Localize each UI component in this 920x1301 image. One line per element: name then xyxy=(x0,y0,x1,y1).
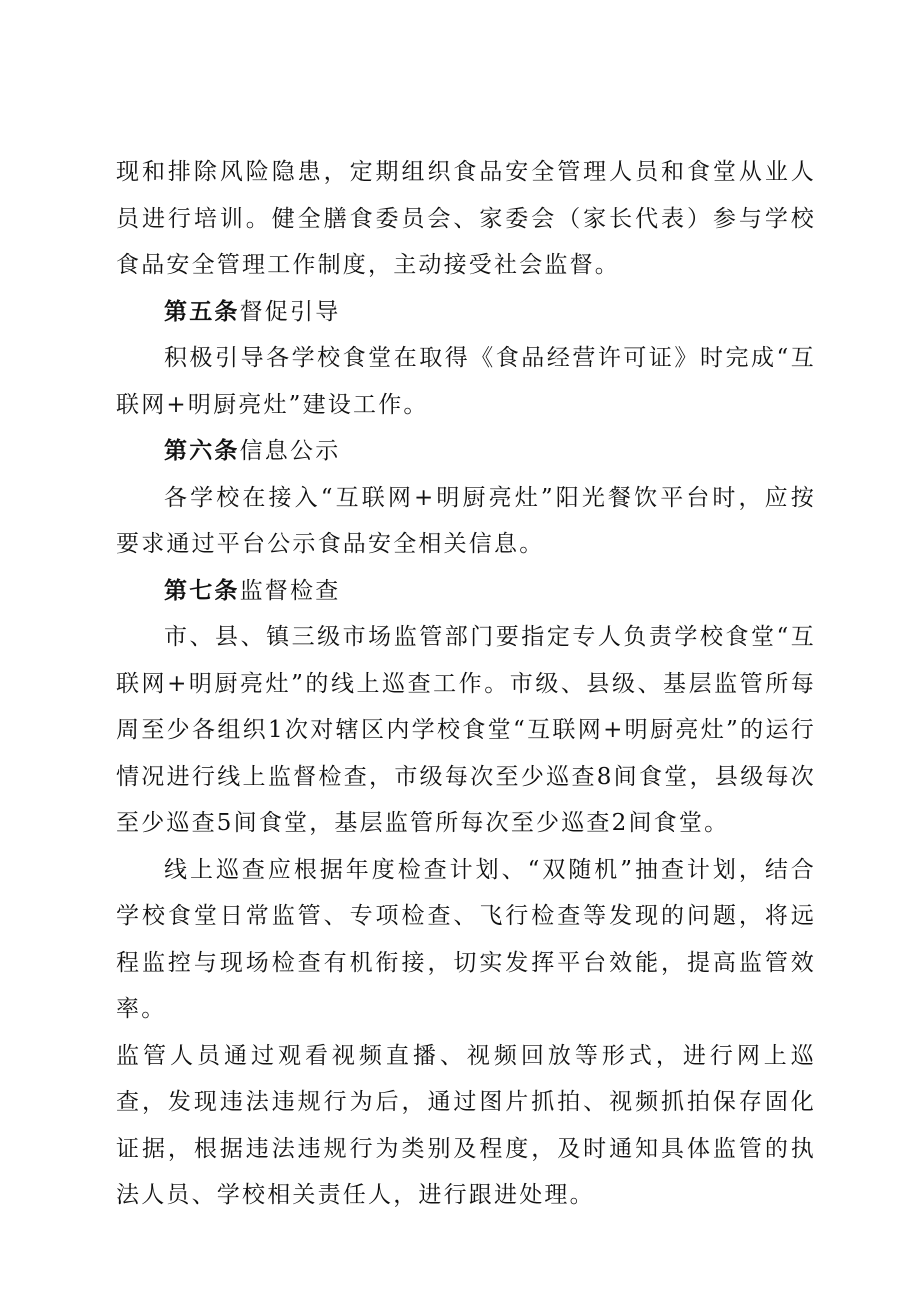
article-6-body: 各学校在接入“互联网+明厨亮灶”阳光餐饮平台时，应按要求通过平台公示食品安全相关信息。 xyxy=(116,484,816,557)
document-page xyxy=(116,149,816,1219)
article-7-body-1: 市、县、镇三级市场监管部门要指定专人负责学校食堂“互联网+明厨亮灶”的线上巡查工作。市级、县级、基层监管所每周至少各组织1次对辖区内学校食堂“互联网+明厨亮灶”的运行情况进行线上监督检查，市级每次至少巡查8间食堂，县级每次至少巡查5间食堂，基层监管所每次至少巡查2间食堂。 xyxy=(116,624,816,836)
article-5-heading xyxy=(116,289,816,336)
article-7-heading xyxy=(116,568,816,615)
article-6-title: 信息公示 xyxy=(239,438,341,464)
article-7-title: 监督检查 xyxy=(239,577,341,604)
article-5-number: 第五条 xyxy=(164,297,240,325)
article-6-number: 第六条 xyxy=(164,437,240,464)
intro-paragraph: 现和排除风险隐患，定期组织食品安全管理人员和食堂从业人员进行培训。健全膳食委员会、家委会（家长代表）参与学校食品安全管理工作制度，主动接受社会监督。 xyxy=(116,159,816,278)
article-5-body: 积极引导各学校食堂在取得《食品经营许可证》时完成“互联网+明厨亮灶”建设工作。 xyxy=(116,345,816,418)
article-7-body-2: 线上巡查应根据年度检查计划、“双随机”抽查计划，结合学校食堂日常监管、专项检查、飞行检查等发现的问题，将远程监控与现场检查有机衔接，切实发挥平台效能，提高监管效率。 xyxy=(116,856,816,1022)
article-5-title: 督促引导 xyxy=(239,298,341,325)
article-7-number: 第七条 xyxy=(164,576,240,604)
article-6-heading xyxy=(116,428,816,475)
article-7-body-3: 监管人员通过观看视频直播、视频回放等形式，进行网上巡查，发现违法违规行为后，通过图片抓拍、视频抓拍保存固化证据，根据违法违规行为类别及程度，及时通知具体监管的执法人员、学校相关责任人，进行跟进处理。 xyxy=(116,1042,816,1208)
